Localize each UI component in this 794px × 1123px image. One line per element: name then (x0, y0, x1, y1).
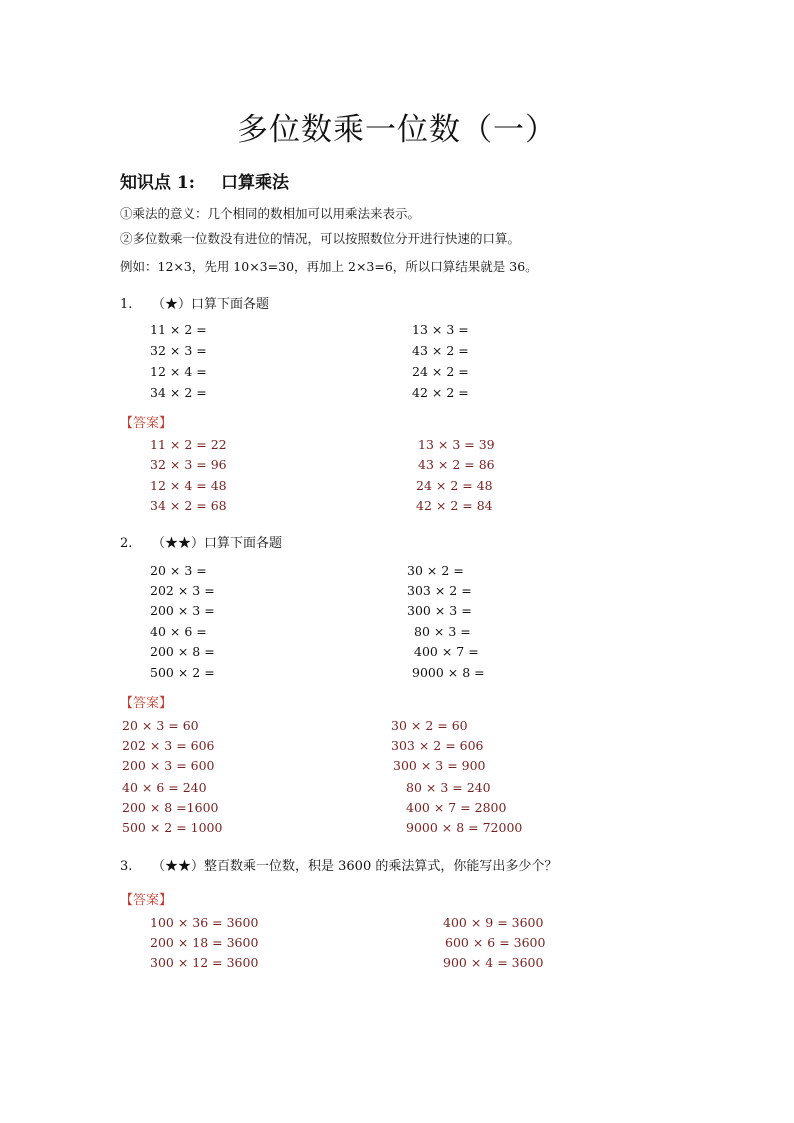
question-text: （★）口算下面各题 (152, 297, 270, 312)
answer-label: 【答案】 (120, 416, 173, 431)
knowledge-heading (120, 168, 289, 193)
answer: 20 × 3 = 60 (122, 718, 199, 733)
answer: 500 × 2 = 1000 (122, 820, 223, 835)
problem: 30 × 2 = (407, 563, 464, 578)
paragraph: ①乘法的意义：几个相同的数相加可以用乘法来表示。 (120, 206, 421, 221)
answer: 42 × 2 = 84 (416, 498, 493, 513)
knowledge-name: 口算乘法 (221, 173, 290, 193)
answer: 100 × 36 = 3600 (150, 915, 259, 930)
problem: 43 × 2 = (412, 343, 469, 358)
question-number: 3. (120, 859, 133, 874)
question-number: 1. (120, 297, 133, 312)
problem: 13 × 3 = (412, 322, 469, 337)
answer: 40 × 6 = 240 (122, 780, 207, 795)
problem: 200 × 8 = (150, 644, 215, 659)
problem: 20 × 3 = (150, 563, 207, 578)
answer-label: 【答案】 (120, 893, 173, 908)
problem: 80 × 3 = (414, 624, 471, 639)
problem: 500 × 2 = (150, 665, 215, 680)
problem: 40 × 6 = (150, 624, 207, 639)
answer: 12 × 4 = 48 (150, 478, 227, 493)
answer: 43 × 2 = 86 (418, 457, 495, 472)
problem: 400 × 7 = (414, 644, 479, 659)
problem: 12 × 4 = (150, 364, 207, 379)
problem: 11 × 2 = (150, 322, 207, 337)
answer: 900 × 4 = 3600 (443, 955, 544, 970)
problem: 202 × 3 = (150, 583, 215, 598)
problem: 32 × 3 = (150, 343, 207, 358)
answer: 32 × 3 = 96 (150, 457, 227, 472)
answer: 200 × 18 = 3600 (150, 935, 259, 950)
question-text: （★★）口算下面各题 (152, 536, 283, 551)
answer: 80 × 3 = 240 (406, 780, 491, 795)
knowledge-label: 知识点 1: (120, 173, 196, 193)
answer: 24 × 2 = 48 (416, 478, 493, 493)
answer: 200 × 3 = 600 (122, 758, 215, 773)
answer: 300 × 3 = 900 (393, 758, 486, 773)
paragraph: ②多位数乘一位数没有进位的情况，可以按照数位分开进行快速的口算。 (120, 231, 521, 246)
answer: 600 × 6 = 3600 (445, 935, 546, 950)
answer: 303 × 2 = 606 (391, 738, 484, 753)
problem: 24 × 2 = (412, 364, 469, 379)
question-2 (120, 532, 282, 551)
answer-label: 【答案】 (120, 696, 173, 711)
problem: 300 × 3 = (407, 603, 472, 618)
answer: 200 × 8 =1600 (122, 800, 219, 815)
problem: 34 × 2 = (150, 385, 207, 400)
problem: 303 × 2 = (407, 583, 472, 598)
question-text: （★★）整百数乘一位数，积是 3600 的乘法算式，你能写出多少个？ (152, 859, 558, 874)
question-1 (120, 293, 269, 312)
answer: 400 × 7 = 2800 (406, 800, 507, 815)
answer: 9000 × 8 = 72000 (406, 820, 523, 835)
problem: 42 × 2 = (412, 385, 469, 400)
answer: 30 × 2 = 60 (391, 718, 468, 733)
answer: 202 × 3 = 606 (122, 738, 215, 753)
answer: 34 × 2 = 68 (150, 498, 227, 513)
answer: 13 × 3 = 39 (418, 437, 495, 452)
problem: 9000 × 8 = (412, 665, 485, 680)
answer: 300 × 12 = 3600 (150, 955, 259, 970)
question-3 (120, 855, 557, 874)
problem: 200 × 3 = (150, 603, 215, 618)
paragraph: 例如：12×3，先用 10×3=30，再加上 2×3=6，所以口算结果就是 36。 (120, 259, 538, 274)
question-number: 2. (120, 536, 133, 551)
answer: 11 × 2 = 22 (150, 437, 227, 452)
page-title: 多位数乘一位数（一） (237, 112, 557, 148)
answer: 400 × 9 = 3600 (443, 915, 544, 930)
